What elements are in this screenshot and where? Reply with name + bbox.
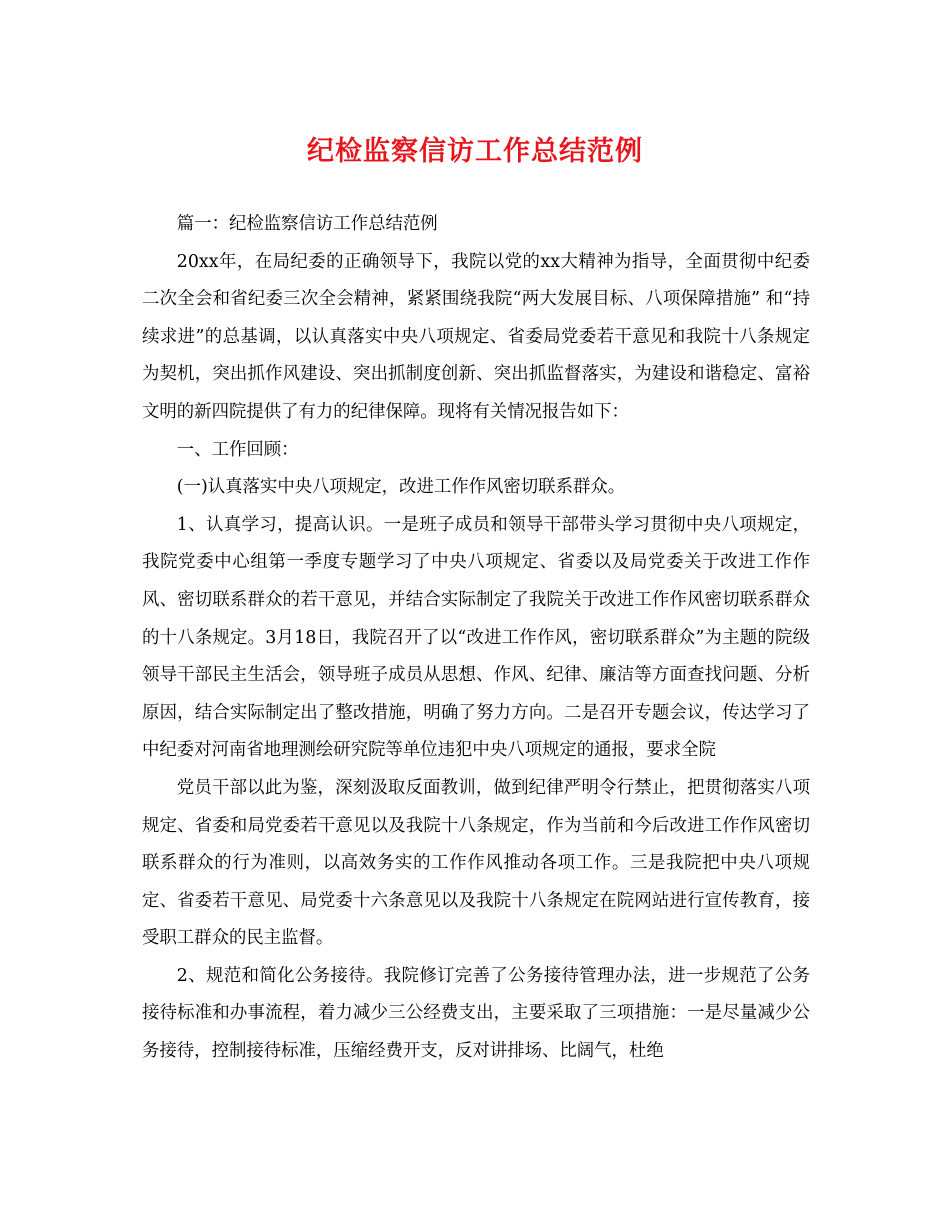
document-title: 纪检监察信访工作总结范例	[307, 136, 643, 167]
document-body	[142, 206, 810, 1071]
body-paragraph: 1、认真学习，提高认识。一是班子成员和领导干部带头学习贯彻中央八项规定，我院党委中心组第一季度专题学习了中央八项规定、省委以及局党委关于改进工作作风、密切联系群众的若干意见，并结合实际制定了我院关于改进工作作风密切联系群众的十八条规定。3月18日，我院召开了以“改进工作作风，密切联系群众”为主题的院级领导干部民主生活会，领导班子成员从思想、作风、纪律、廉洁等方面查找问题、分析原因，结合实际制定出了整改措施，明确了努力方向。二是召开专题会议，传达学习了中纪委对河南省地理测绘研究院等单位违犯中央八项规定的通报，要求全院	[142, 514, 810, 761]
section-heading: 篇一：纪检监察信访工作总结范例	[176, 214, 438, 234]
body-paragraph: 党员干部以此为鉴，深刻汲取反面教训，做到纪律严明令行禁止，把贯彻落实八项规定、省委和局党委若干意见以及我院十八条规定，作为当前和今后改进工作作风密切联系群众的行为准则，以高效务实的工作作风推动各项工作。三是我院把中央八项规定、省委若干意见、局党委十六条意见以及我院十八条规定在院网站进行宣传教育，接受职工群众的民主监督。	[142, 777, 810, 949]
body-paragraph: 2、规范和简化公务接待。我院修订完善了公务接待管理办法，进一步规范了公务接待标准和办事流程，着力减少三公经费支出，主要采取了三项措施：一是尽量减少公务接待，控制接待标准，压缩经费开支，反对讲排场、比阔气，杜绝	[142, 965, 810, 1062]
section-subheading: 一、工作回顾：	[176, 439, 299, 460]
body-paragraph: 20xx年，在局纪委的正确领导下，我院以党的xx大精神为指导，全面贯彻中纪委二次全会和省纪委三次全会精神，紧紧围绕我院“两大发展目标、八项保障措施” 和“持续求进”的总基调，以认真落实中央八项规定、省委局党委若干意见和我院十八条规定为契机，突出抓作风建设、突出抓制度创新、突出抓监督落实，为建设和谐稳定、富裕文明的新四院提供了有力的纪律保障。现将有关情况报告如下：	[142, 251, 810, 422]
section-subheading: (一)认真落实中央八项规定，改进工作作风密切联系群众。	[176, 477, 626, 498]
